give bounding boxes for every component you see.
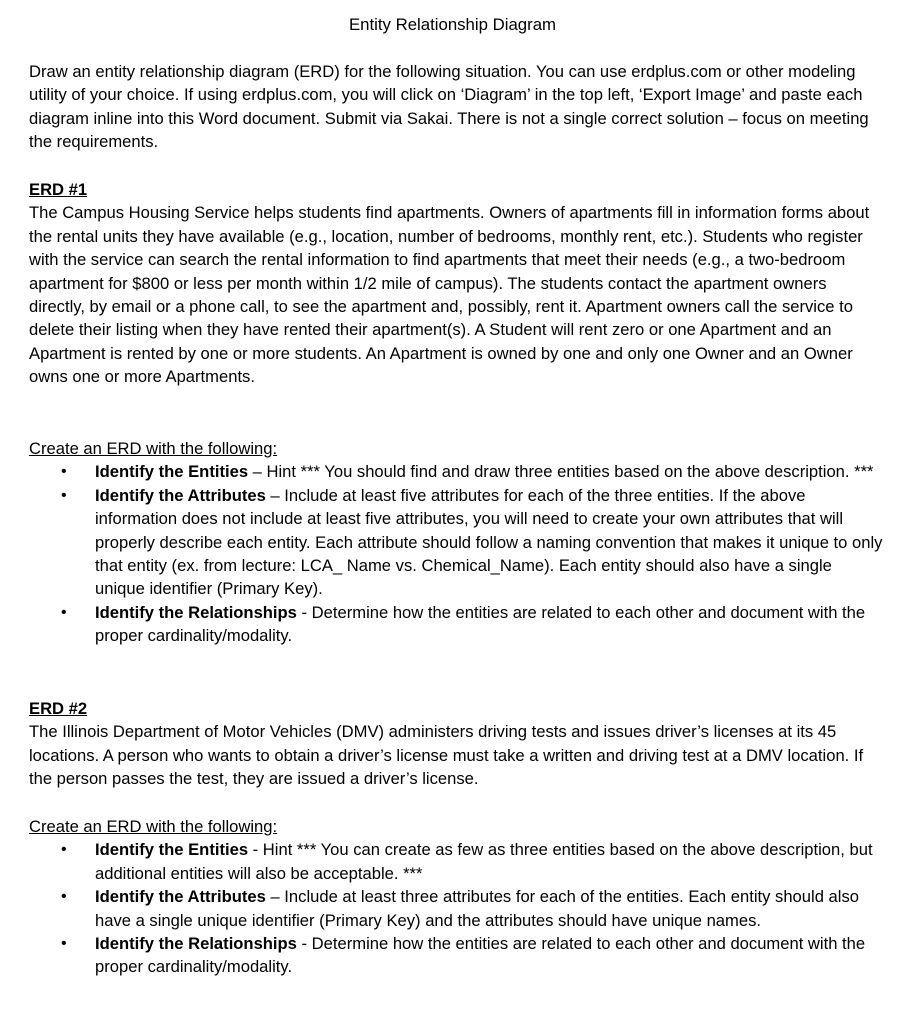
- erd1-description: The Campus Housing Service helps students find apartments. Owners of apartments fill in information forms about the rental units they have available (e.g., location, number of bedrooms, monthly rent, etc.). Students who register with the service can search the rental information to find apartments that meet their needs (e.g., a two-bedroom apartment for $800 or less per month within 1/2 mile of campus). The students contact the apartment owners directly, by email or a phone call, to see the apartment and, possibly, rent it. Apartment owners call the service to delete their listing when they have rented their apartment(s). A Student will rent zero or one Apartment and an Apartment is rented by one or more students. An Apartment is owned by one and only one Owner and an Owner owns one or more Apartments.: [29, 203, 870, 387]
- list-item: [29, 460, 884, 483]
- erd1-section: [29, 178, 884, 389]
- item-text: – Include at least five attributes for each of the three entities. If the above information does not include at least five attributes, you will need to create your own attributes that will properly describe each entity. Each attribute should follow a naming convention that makes it unique to only that entity (ex. from lecture: LCA_ Name vs. Chemical_Name). Each entity should also have a single unique identifier (Primary Key).: [95, 485, 883, 599]
- item-text: - Determine how the entities are related to each other and document with the proper cardinality/modality.: [95, 934, 866, 977]
- item-lead: Identify the Relationships: [95, 602, 297, 622]
- erd1-requirements: [29, 437, 884, 648]
- page-title: Entity Relationship Diagram: [348, 15, 557, 34]
- list-item: [29, 838, 884, 885]
- erd1-create-label: Create an ERD with the following:: [29, 439, 278, 458]
- item-text: - Determine how the entities are related to each other and document with the proper cardinality/modality.: [95, 602, 866, 646]
- item-text: – Hint *** You should find and draw three entities based on the above description. ***: [248, 462, 874, 482]
- item-lead: Identify the Entities: [95, 462, 249, 482]
- erd2-requirements: [29, 815, 884, 979]
- erd2-requirement-list: [29, 838, 884, 978]
- list-item: [29, 932, 884, 979]
- bullet-icon: •: [61, 486, 67, 504]
- item-text: - Hint *** You can create as few as three entities based on the above description, but additional entities will also be acceptable. ***: [95, 840, 873, 883]
- item-lead: Identify the Relationships: [95, 934, 297, 954]
- item-lead: Identify the Attributes: [95, 887, 266, 907]
- erd2-create-label: Create an ERD with the following:: [29, 817, 278, 836]
- list-item: [29, 885, 884, 932]
- erd2-heading: ERD #2: [29, 699, 88, 718]
- bullet-icon: •: [61, 888, 67, 906]
- erd2-section: [29, 697, 884, 791]
- item-text: – Include at least three attributes for each of the entities. Each entity should also have a single unique identifier (Primary Key) and the attributes should have unique names.: [95, 887, 859, 930]
- bullet-icon: •: [61, 841, 67, 859]
- list-item: [29, 601, 884, 648]
- bullet-icon: •: [61, 463, 67, 481]
- erd1-requirement-list: [29, 460, 884, 647]
- erd2-description: The Illinois Department of Motor Vehicles (DMV) administers driving tests and issues driver’s licenses at its 45 locations. A person who wants to obtain a driver’s license must take a written and driving test at a DMV location. If the person passes the test, they are issued a driver’s license.: [29, 722, 864, 789]
- erd1-heading: ERD #1: [29, 180, 88, 199]
- intro-paragraph: Draw an entity relationship diagram (ERD) for the following situation. You can use erdplus.com or other modeling utility of your choice. If using erdplus.com, you will click on ‘Diagram’ in the top left, ‘Export Image’ and paste each diagram inline into this Word document. Submit via Sakai. There is not a single correct solution – focus on meeting the requirements.: [29, 62, 869, 152]
- item-lead: Identify the Entities: [95, 840, 249, 860]
- list-item: [29, 484, 884, 601]
- item-lead: Identify the Attributes: [95, 485, 266, 505]
- bullet-icon: •: [61, 603, 67, 621]
- bullet-icon: •: [61, 935, 67, 953]
